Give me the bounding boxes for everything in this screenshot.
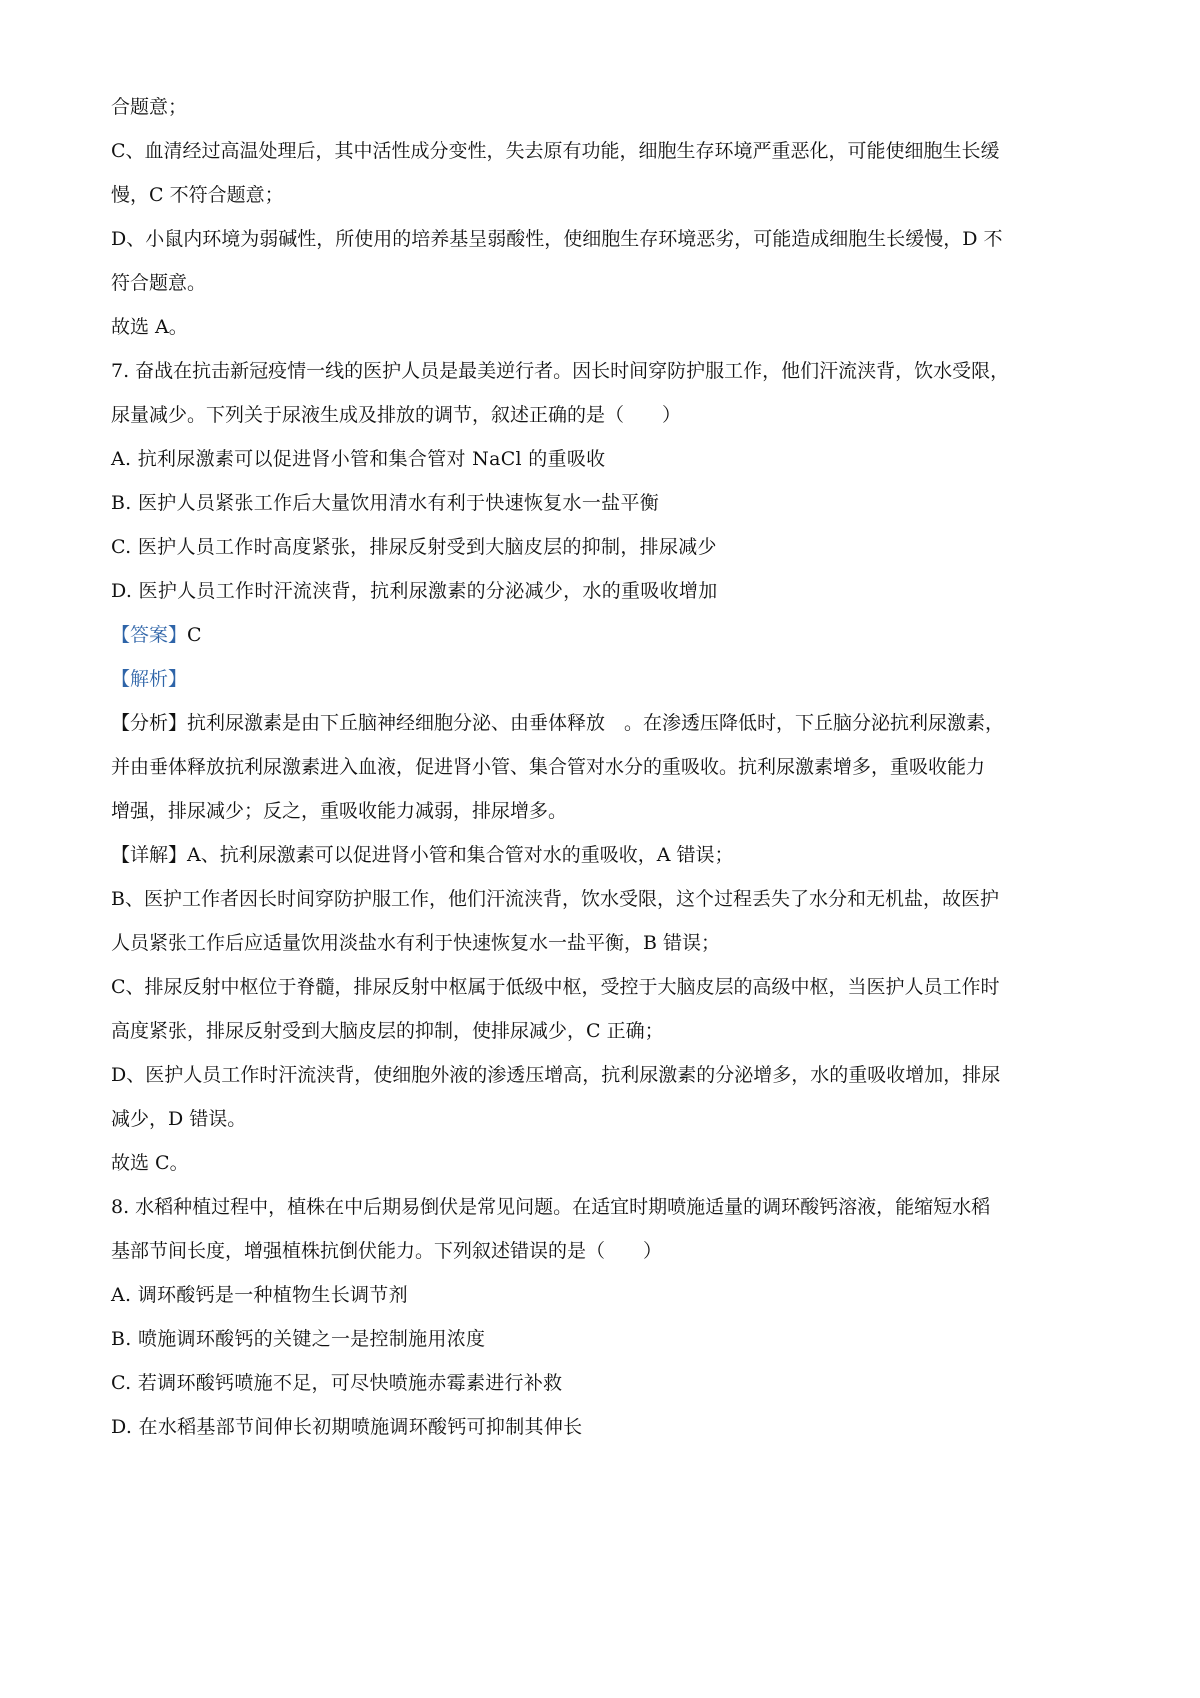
prev-question-line: C、血清经过高温处理后，其中活性成分变性，失去原有功能，细胞生存环境严重恶化，可能使细胞生长缓	[111, 140, 1000, 162]
question-7-detail-line: 故选 C。	[111, 1152, 189, 1174]
question-7-detail-line: C、排尿反射中枢位于脊髓，排尿反射中枢属于低级中枢，受控于大脑皮层的高级中枢，当医护人员工作时	[111, 976, 1000, 998]
prev-question-line: 符合题意。	[111, 272, 207, 294]
prev-question-line: D、小鼠内环境为弱碱性，所使用的培养基呈弱酸性，使细胞生存环境恶劣，可能造成细胞生长缓慢，D 不	[111, 228, 1003, 250]
question-7-analysis-heading	[111, 665, 1101, 693]
question-7-option-c: C. 医护人员工作时高度紧张，排尿反射受到大脑皮层的抑制，排尿减少	[111, 536, 717, 558]
question-7-detail-line: 减少，D 错误。	[111, 1108, 247, 1130]
question-8-option-d: D. 在水稻基部节间伸长初期喷施调环酸钙可抑制其伸长	[111, 1416, 583, 1438]
question-8-option-c: C. 若调环酸钙喷施不足，可尽快喷施赤霉素进行补救	[111, 1372, 563, 1394]
question-7-detail-line: D、医护人员工作时汗流浃背，使细胞外液的渗透压增高，抗利尿激素的分泌增多，水的重吸收增加，排尿	[111, 1064, 1001, 1086]
question-8-stem: 基部节间长度，增强植株抗倒伏能力。下列叙述错误的是（ ）	[111, 1240, 663, 1262]
question-8-stem: 8. 水稻种植过程中，植株在中后期易倒伏是常见问题。在适宜时期喷施适量的调环酸钙溶液，能缩短水稻	[111, 1196, 991, 1218]
question-8-option-a: A. 调环酸钙是一种植物生长调节剂	[111, 1284, 408, 1306]
question-7-stem: 7. 奋战在抗击新冠疫情一线的医护人员是最美逆行者。因长时间穿防护服工作，他们汗流浃背，饮水受限，	[111, 360, 1010, 382]
prev-question-line: 故选 A。	[111, 316, 188, 338]
xiangjie-tag: 【详解】	[111, 844, 188, 866]
prev-question-line: 合题意；	[111, 96, 188, 118]
analysis-tag: 【解析】	[111, 668, 188, 690]
question-7-xiangjie	[111, 841, 1101, 869]
question-7-stem: 尿量减少。下列关于尿液生成及排放的调节，叙述正确的是（ ）	[111, 404, 682, 426]
question-7-fenxi	[111, 709, 1101, 737]
question-7-detail-line: 高度紧张，排尿反射受到大脑皮层的抑制，使排尿减少，C 正确；	[111, 1020, 664, 1042]
question-7-detail-line: B、医护工作者因长时间穿防护服工作，他们汗流浃背，饮水受限，这个过程丢失了水分和无机盐，故医护	[111, 888, 999, 910]
question-7-detail-line: 人员紧张工作后应适量饮用淡盐水有利于快速恢复水一盐平衡，B 错误；	[111, 932, 721, 954]
fenxi-tag: 【分析】	[111, 712, 188, 734]
answer-value: C	[187, 624, 202, 646]
question-7-option-d: D. 医护人员工作时汗流浃背，抗利尿激素的分泌减少，水的重吸收增加	[111, 580, 718, 602]
question-8-option-b: B. 喷施调环酸钙的关键之一是控制施用浓度	[111, 1328, 486, 1350]
prev-question-line: 慢，C 不符合题意；	[111, 184, 284, 206]
xiangjie-text: A、抗利尿激素可以促进肾小管和集合管对水的重吸收，A 错误；	[187, 844, 734, 866]
fenxi-text: 抗利尿激素是由下丘脑神经细胞分泌、由垂体释放 。在渗透压降低时，下丘脑分泌抗利尿激素，	[187, 712, 1005, 734]
question-7-option-a: A. 抗利尿激素可以促进肾小管和集合管对 NaCl 的重吸收	[111, 448, 606, 470]
answer-tag: 【答案】	[111, 624, 188, 646]
question-7-option-b: B. 医护人员紧张工作后大量饮用清水有利于快速恢复水一盐平衡	[111, 492, 660, 514]
question-7-answer	[111, 621, 1101, 649]
question-7-fenxi-line: 并由垂体释放抗利尿激素进入血液，促进肾小管、集合管对水分的重吸收。抗利尿激素增多，重吸收能力	[111, 756, 986, 778]
question-7-fenxi-line: 增强，排尿减少；反之，重吸收能力减弱，排尿增多。	[111, 800, 568, 822]
